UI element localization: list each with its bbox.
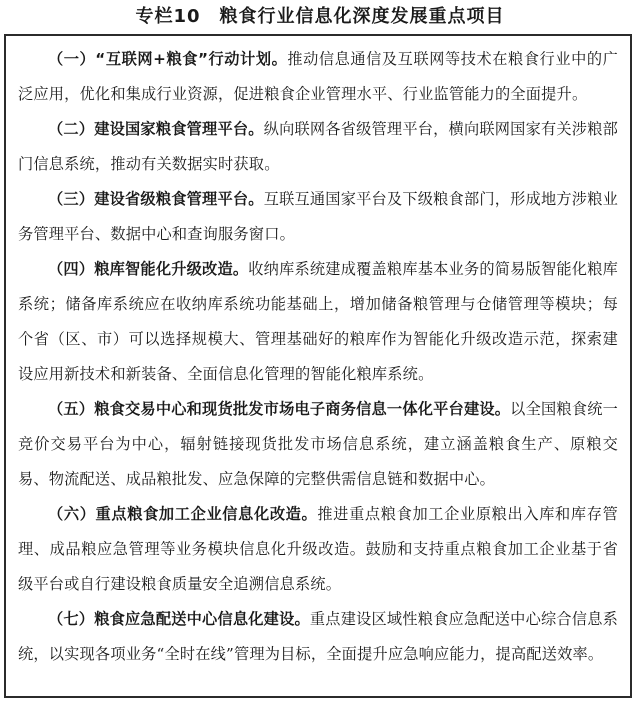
list-item: [18, 602, 618, 672]
item-heading: （一）“互联网+粮食”行动计划。: [48, 50, 288, 68]
list-item: [18, 497, 618, 602]
item-body: 推进重点粮食加工企业原粮出入库和库存管理、成品粮应急管理等业务模块信息化升级改造。鼓励和支持重点粮食加工企业基于省级平台或自行建设粮食质量安全追溯信息系统。: [18, 505, 618, 593]
item-body: 重点建设区域性粮食应急配送中心综合信息系统，以实现各项业务“全时在线”管理为目标，全面提升应急响应能力，提高配送效率。: [18, 610, 619, 663]
list-item: [18, 182, 618, 252]
content-box: [4, 34, 632, 698]
item-heading: （四）粮库智能化升级改造。: [48, 260, 249, 278]
item-body: 推动信息通信及互联网等技术在粮食行业中的广泛应用，优化和集成行业资源，促进粮食企业管理水平、行业监管能力的全面提升。: [18, 50, 618, 103]
item-body: 以全国粮食统一竞价交易平台为中心，辐射链接现货批发市场信息系统，建立涵盖粮食生产、原粮交易、物流配送、成品粮批发、应急保障的完整供需信息链和数据中心。: [18, 400, 618, 488]
list-item: [18, 252, 618, 392]
item-heading: （五）粮食交易中心和现货批发市场电子商务信息一体化平台建设。: [48, 400, 511, 418]
item-heading: （二）建设国家粮食管理平台。: [48, 120, 264, 138]
item-heading: （七）粮食应急配送中心信息化建设。: [48, 610, 310, 628]
item-body: 互联互通国家平台及下级粮食部门，形成地方涉粮业务管理平台、数据中心和查询服务窗口。: [18, 190, 618, 243]
list-item: [18, 42, 618, 112]
box-title: 专栏10 粮食行业信息化深度发展重点项目: [135, 6, 505, 27]
item-body: 纵向联网各省级管理平台，横向联网国家有关涉粮部门信息系统，推动有关数据实时获取。: [18, 120, 618, 173]
list-item: [18, 112, 618, 182]
item-heading: （六）重点粮食加工企业信息化改造。: [48, 505, 318, 523]
item-list: [18, 42, 618, 672]
item-heading: （三）建设省级粮食管理平台。: [48, 190, 264, 208]
list-item: [18, 392, 618, 497]
item-body: 收纳库系统建成覆盖粮库基本业务的简易版智能化粮库系统；储备库系统应在收纳库系统功能基础上，增加储备粮管理与仓储管理等模块；每个省（区、市）可以选择规模大、管理基础好的粮库作为智能化升级改造示范，探索建设应用新技术和新装备、全面信息化管理的智能化粮库系统。: [18, 260, 618, 383]
